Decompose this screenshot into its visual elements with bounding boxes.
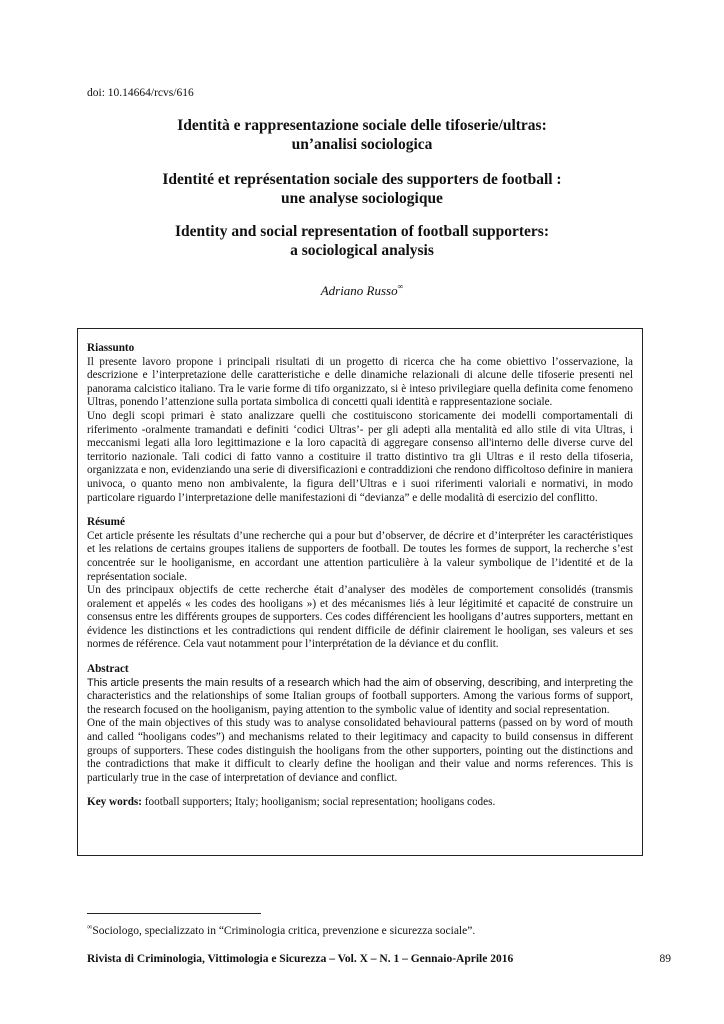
abstract-lead-text: This article presents the main results of a research which had the aim of observing, describing, and [87, 676, 562, 689]
page-number: 89 [659, 953, 671, 965]
abstract-heading: Abstract [87, 663, 129, 676]
title-italian [60, 116, 664, 154]
author-line [60, 282, 664, 299]
keywords-text: football supporters; Italy; hooliganism; social representation; hooligans codes. [142, 796, 496, 809]
title-english [60, 222, 664, 260]
abstract-box [77, 328, 643, 856]
title-english-line1: Identity and social representation of football supporters: [174, 223, 549, 240]
riassunto-section [87, 342, 633, 505]
journal-footer: Rivista di Criminologia, Vittimologia e Sicurezza – Vol. X – N. 1 – Gennaio-Aprile 2016 [87, 953, 514, 965]
abstract-paragraph-2: One of the main objectives of this study was to analyse consolidated behavioural patterns (passed on by word of mouth and called “hooligans codes”) and mechanisms related to their legitimacy and capacity to build consensus in different groups of supporters. These codes distinguish the hooligans from the other supporters, pointing out the distinctions and the contradictions that make it difficult to clearly define the hooligan and their value and norms references. This is particularly true in the case of interpretation of deviance and conflict. [87, 717, 633, 784]
author-name: Adriano Russo [320, 283, 398, 298]
keywords-label: Key words: [87, 796, 142, 809]
footnote-separator [87, 913, 261, 914]
abstract-paragraph-1 [87, 677, 633, 718]
keywords-line [87, 796, 633, 810]
title-english-line2: a sociological analysis [290, 242, 434, 259]
title-italian-line2: un’analisi sociologica [291, 136, 433, 153]
title-italian-line1: Identità e rappresentazione sociale delle tifoserie/ultras: [177, 117, 547, 134]
title-french [60, 170, 664, 208]
riassunto-paragraph-2: Uno degli scopi primari è stato analizzare quelli che costituiscono storicamente dei modelli comportamentali di riferimento -oralmente tramandati e definiti ‘codici Ultras’- per gli adepti alla mentalità ed allo stile di vita Ultras, i meccanismi legati alla loro legittimazione e la loro capacità di aggregare consenso all'interno delle diverse curve del territorio nazionale. Tali codici di fatto vanno a costituire il tratto distintivo tra gli Ultras e il resto della tifoseria, organizzata e non, evidenziando una serie di diversificazioni e contraddizioni che rendono difficoltoso definire in maniera univoca, o quanto meno non ambivalente, la figura dell’Ultras e i suoi riferimenti valoriali e normativi, in modo particolare riguardo l’interpretazione delle manifestazioni di “devianza” e delle modalità di esercizio del conflitto. [87, 409, 633, 504]
author-footnote-mark: ∞ [397, 282, 404, 291]
resume-section [87, 516, 633, 652]
footnote-mark: ∞ [87, 922, 93, 931]
resume-heading: Résumé [87, 516, 125, 529]
doi-identifier: doi: 10.14664/rcvs/616 [87, 87, 194, 99]
resume-paragraph-2: Un des principaux objectifs de cette recherche était d’analyser des modèles de comportement consolidés (transmis oralement et appelés « les codes des hooligans ») et des mécanismes liés à leur légitimité et capacité de construire un consensus entre les différents groupes de supporters. Ces codes différencient les hooligans d’autres supporters, mettant en évidence les distinctions et les contradictions qui rendent difficile de définir clairement le hooligan, ses valeurs et ses normes de référence. Cela vaut notamment pour l’interprétation de la déviance et du conflit. [87, 584, 633, 651]
abstract-paragraph-1-rest: interpreting the characteristics and the relationships of some Italian groups of football supporters. Among the various forms of support, the research focused on the hooliganism, paying attention to the symbolic value of identity and social representation. [87, 676, 634, 716]
riassunto-paragraph-1: Il presente lavoro propone i principali risultati di un progetto di ricerca che ha come obiettivo l’osservazione, la descrizione e l’interpretazione delle caratteristiche e delle dinamiche relazionali di alcune delle tifoserie presenti nel panorama calcistico italiano. Tra le varie forme di tifo organizzato, si è inteso privilegiare quella definita come fenomeno Ultras, ponendo l’attenzione sulla portata simbolica di concetti quali identità e rappresentazione sociale. [87, 355, 633, 409]
title-french-line1: Identité et représentation sociale des supporters de football : [162, 171, 562, 188]
abstract-section [87, 663, 633, 785]
resume-paragraph-1: Cet article présente les résultats d’une recherche qui a pour but d’observer, de décrire et d’interpréter les caractéristiques et les relations de certains groupes italiens de supporters de football. De toutes les formes de support, la recherche s’est concentrée sur le hooliganisme, en accordant une attention particulière à la valeur symbolique de l’identité et de la représentation sociale. [87, 529, 633, 583]
footnote [87, 922, 475, 937]
riassunto-heading: Riassunto [87, 342, 135, 354]
title-french-line2: une analyse sociologique [281, 190, 443, 207]
footnote-text: Sociologo, specializzato in “Criminologia critica, prevenzione e sicurezza sociale”. [92, 925, 476, 937]
